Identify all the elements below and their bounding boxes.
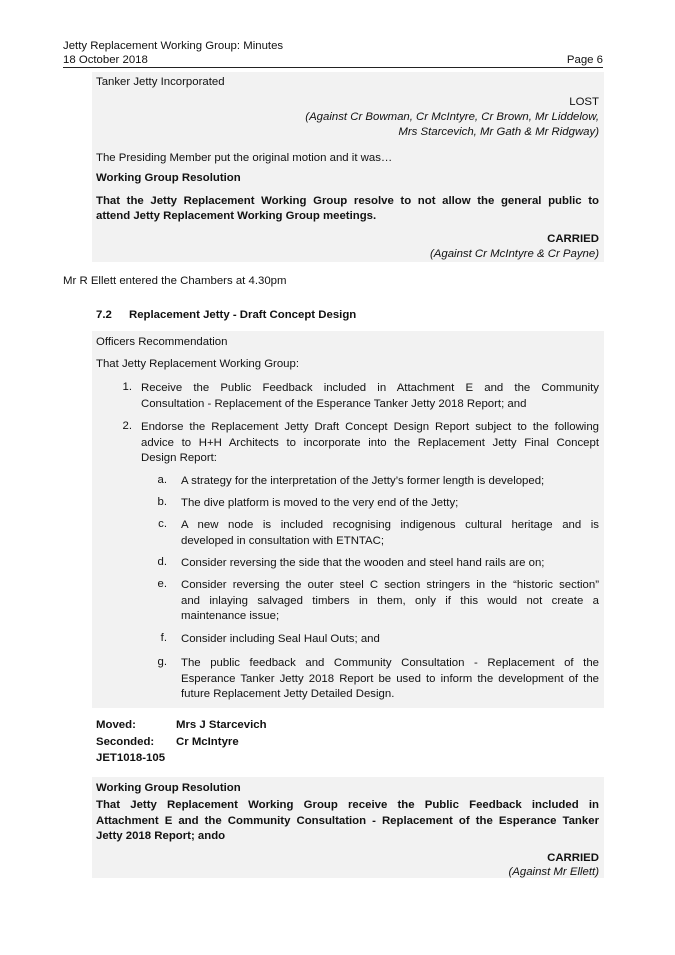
seconded-value: Cr McIntyre (176, 736, 239, 748)
subitem-line: developed in consultation with ETNTAC; (181, 534, 385, 547)
section-title: Replacement Jetty - Draft Concept Design (129, 309, 357, 321)
against-note: (Against Cr McIntyre & Cr Payne) (429, 248, 599, 260)
resolution-heading: Working Group Resolution (96, 782, 241, 794)
subitem-text (181, 518, 599, 549)
resolution-text-line2: attend Jetty Replacement Working Group meetings. (96, 210, 377, 222)
presiding-member-text: The Presiding Member put the original motion and it was… (96, 152, 393, 164)
resolution-line: Attachment E and the Community Consultation - Replacement of the Esperance Tanker (96, 814, 599, 827)
resolution-line: That Jetty Replacement Working Group receive the Public Feedback included in (96, 799, 599, 811)
subitem-line: and inlaying salvaged timbers in them, only if this would not create a (181, 594, 599, 607)
item-line: Endorse the Replacement Jetty Draft Concept Design Report subject to the following (141, 421, 599, 433)
header-divider (63, 67, 603, 68)
continuation-text: Tanker Jetty Incorporated (96, 76, 225, 88)
recommendation-intro: That Jetty Replacement Working Group: (96, 358, 300, 370)
subitem-letter: e. (157, 578, 167, 590)
recommendation-item (141, 381, 599, 412)
item-line: Consultation - Replacement of the Esperance Tanker Jetty 2018 Report; and (141, 397, 527, 410)
lost-status: LOST (569, 96, 599, 108)
subitem-line: future Replacement Jetty Detailed Design. (181, 688, 395, 700)
subitem-letter: c. (158, 518, 167, 530)
recommendation-heading: Officers Recommendation (96, 336, 228, 348)
item-number: 2. (122, 420, 132, 432)
carried-status: CARRIED (547, 852, 599, 864)
subitem-letter: f. (160, 632, 167, 644)
subitem-line: maintenance issue; (181, 610, 280, 622)
subitem-line: Consider reversing the side that the wooden and steel hand rails are on; (181, 557, 545, 569)
carried-status: CARRIED (547, 233, 599, 245)
item-line: Design Report: (141, 452, 217, 464)
resolution-line: Jetty 2018 Report; ando (96, 830, 226, 842)
subitem-letter: d. (157, 556, 167, 568)
subitem-text (181, 578, 599, 625)
subitem-line: A strategy for the interpretation of the Jetty’s former length is developed; (181, 475, 545, 487)
resolution-text-line1: That the Jetty Replacement Working Group resolve to not allow the general public to (96, 195, 599, 207)
subitem-text (181, 474, 599, 490)
reference-number: JET1018-105 (96, 752, 166, 764)
seconded-label: Seconded: (96, 736, 155, 748)
page-header (63, 40, 603, 67)
subitem-letter: g. (157, 656, 167, 668)
subitem-text (181, 496, 599, 512)
section-number: 7.2 (96, 309, 112, 321)
subitem-line: A new node is included recognising indigenous cultural heritage and is (181, 519, 599, 531)
subitem-line: The dive platform is moved to the very end of the Jetty; (181, 497, 459, 509)
item-line: advice to H+H Architects to incorporate into the Replacement Jetty Final Concept (141, 436, 599, 449)
subitem-text (181, 632, 599, 648)
meeting-date: 18 October 2018 (63, 53, 148, 66)
subitem-letter: b. (157, 496, 167, 508)
recommendation-item (141, 420, 599, 467)
subitem-line: Esperance Tanker Jetty 2018 Report be used to inform the development of the (181, 672, 599, 685)
subitem-text (181, 556, 599, 572)
subitem-line: Consider reversing the outer steel C section stringers in the “historic section” (181, 579, 599, 591)
page-number: Page 6 (566, 53, 603, 66)
resolution-heading: Working Group Resolution (96, 172, 241, 184)
against-note: (Against Mr Ellett) (508, 866, 599, 878)
item-number: 1. (122, 381, 132, 393)
against-list-line1: (Against Cr Bowman, Cr McIntyre, Cr Brown, Mr Liddelow, (305, 111, 599, 123)
resolution-text (96, 798, 599, 845)
item-line: Receive the Public Feedback included in Attachment E and the Community (141, 382, 599, 394)
moved-label: Moved: (96, 719, 136, 731)
document-title: Jetty Replacement Working Group: Minutes (63, 40, 284, 52)
against-list-line2: Mrs Starcevich, Mr Gath & Mr Ridgway) (398, 126, 599, 138)
entered-chambers-note: Mr R Ellett entered the Chambers at 4.30pm (63, 275, 287, 287)
subitem-letter: a. (157, 474, 167, 486)
subitem-text (181, 656, 599, 703)
subitem-line: The public feedback and Community Consultation - Replacement of the (181, 657, 599, 669)
subitem-line: Consider including Seal Haul Outs; and (181, 633, 380, 645)
moved-value: Mrs J Starcevich (176, 719, 267, 731)
